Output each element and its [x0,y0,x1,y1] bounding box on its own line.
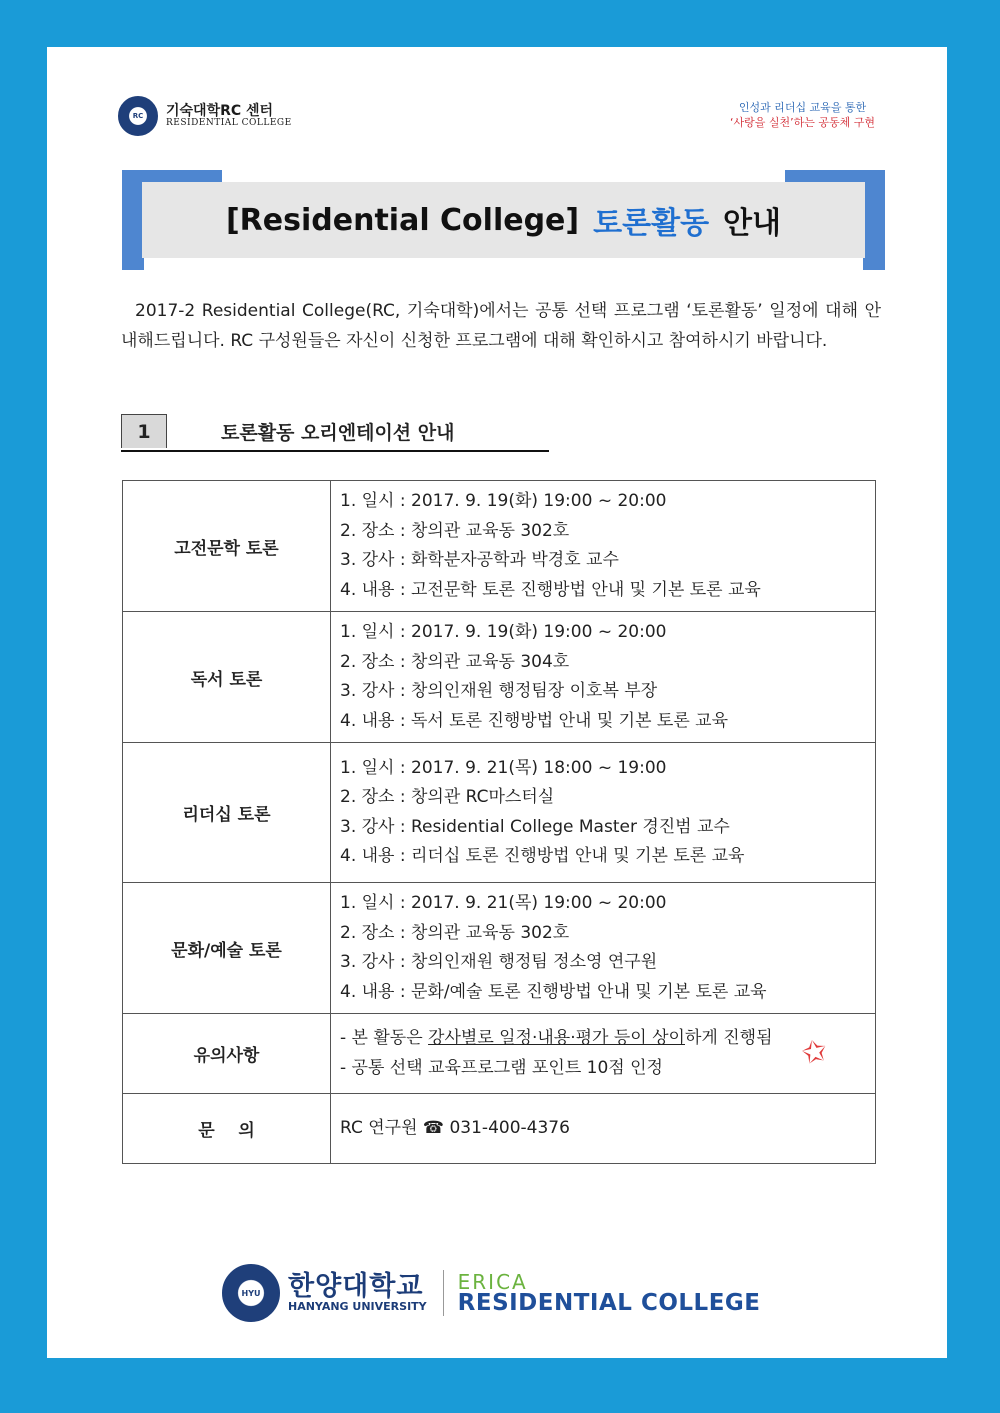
table-row [123,883,876,1014]
table-row [123,1014,876,1094]
slogan: 인성과 리더십 교육을 통한 ‘사랑을 실천’하는 공동체 구현 [730,101,875,129]
section-number: 1 [121,414,167,448]
hanyang-logo: 한양대학교 HANYANG UNIVERSITY [288,1271,427,1314]
row-label: 독서 토론 [123,612,331,743]
section-title: 토론활동 오리엔테이션 안내 [221,422,455,444]
table-row [123,481,876,612]
table-row [123,1094,876,1164]
notes-label: 유의사항 [123,1014,331,1094]
notes-details: - 본 활동은 강사별로 일정·내용·평가 등이 상이하게 진행됨 - 공통 선택 교육프로그램 포인트 10점 인정 [331,1014,876,1094]
hanyang-seal-icon: HYU [222,1264,280,1322]
rc-center-logo [118,96,292,136]
row-label: 리더십 토론 [123,743,331,883]
university-seal-icon: RC [118,96,158,136]
orientation-table [122,480,876,1164]
row-details: 1. 일시 : 2017. 9. 19(화) 19:00 ~ 20:00 2. 장소 : 창의관 교육동 304호 3. 강사 : 창의인재원 행정팀장 이호복 부장 4. 내용 : 독서 토론 진행방법 안내 및 기본 토론 교육 [331,612,876,743]
contact-details: RC 연구원 ☎ 031-400-4376 [331,1094,876,1164]
footer-logos [222,1263,761,1323]
row-details: 1. 일시 : 2017. 9. 19(화) 19:00 ~ 20:00 2. 장소 : 창의관 교육동 302호 3. 강사 : 화학분자공학과 박경호 교수 4. 내용 : 고전문학 토론 진행방법 안내 및 기본 토론 교육 [331,481,876,612]
row-label: 문화/예술 토론 [123,883,331,1014]
row-details: 1. 일시 : 2017. 9. 21(목) 19:00 ~ 20:00 2. 장소 : 창의관 교육동 302호 3. 강사 : 창의인재원 행정팀 정소영 연구원 4. 내용 : 문화/예술 토론 진행방법 안내 및 기본 토론 교육 [331,883,876,1014]
page-title: [Residential College] 토론활동 안내 [142,182,865,258]
table-row [123,743,876,883]
hand-drawn-star-icon: ✩ [798,1032,831,1073]
section-heading [121,414,549,452]
logo-english: RESIDENTIAL COLLEGE [166,117,292,128]
table-row [123,612,876,743]
logo-korean: 기숙대학RC 센터 [166,102,274,119]
title-banner [122,170,885,270]
intro-paragraph: 2017-2 Residential College(RC, 기숙대학)에서는 공통 선택 프로그램 ‘토론활동’ 일정에 대해 안내해드립니다. RC 구성원들은 자신이 신청한 프로그램에 대해 확인하시고 참여하시기 바랍니다. [121,301,881,351]
erica-rc-logo: ERICA RESIDENTIAL COLLEGE [457,1269,761,1316]
logo-divider [443,1270,444,1316]
row-details: 1. 일시 : 2017. 9. 21(목) 18:00 ~ 19:00 2. 장소 : 창의관 RC마스터실 3. 강사 : Residential College Master 경진범 교수 4. 내용 : 리더십 토론 진행방법 안내 및 기본 토론 교육 [331,743,876,883]
contact-label: 문 의 [123,1094,331,1164]
row-label: 고전문학 토론 [123,481,331,612]
